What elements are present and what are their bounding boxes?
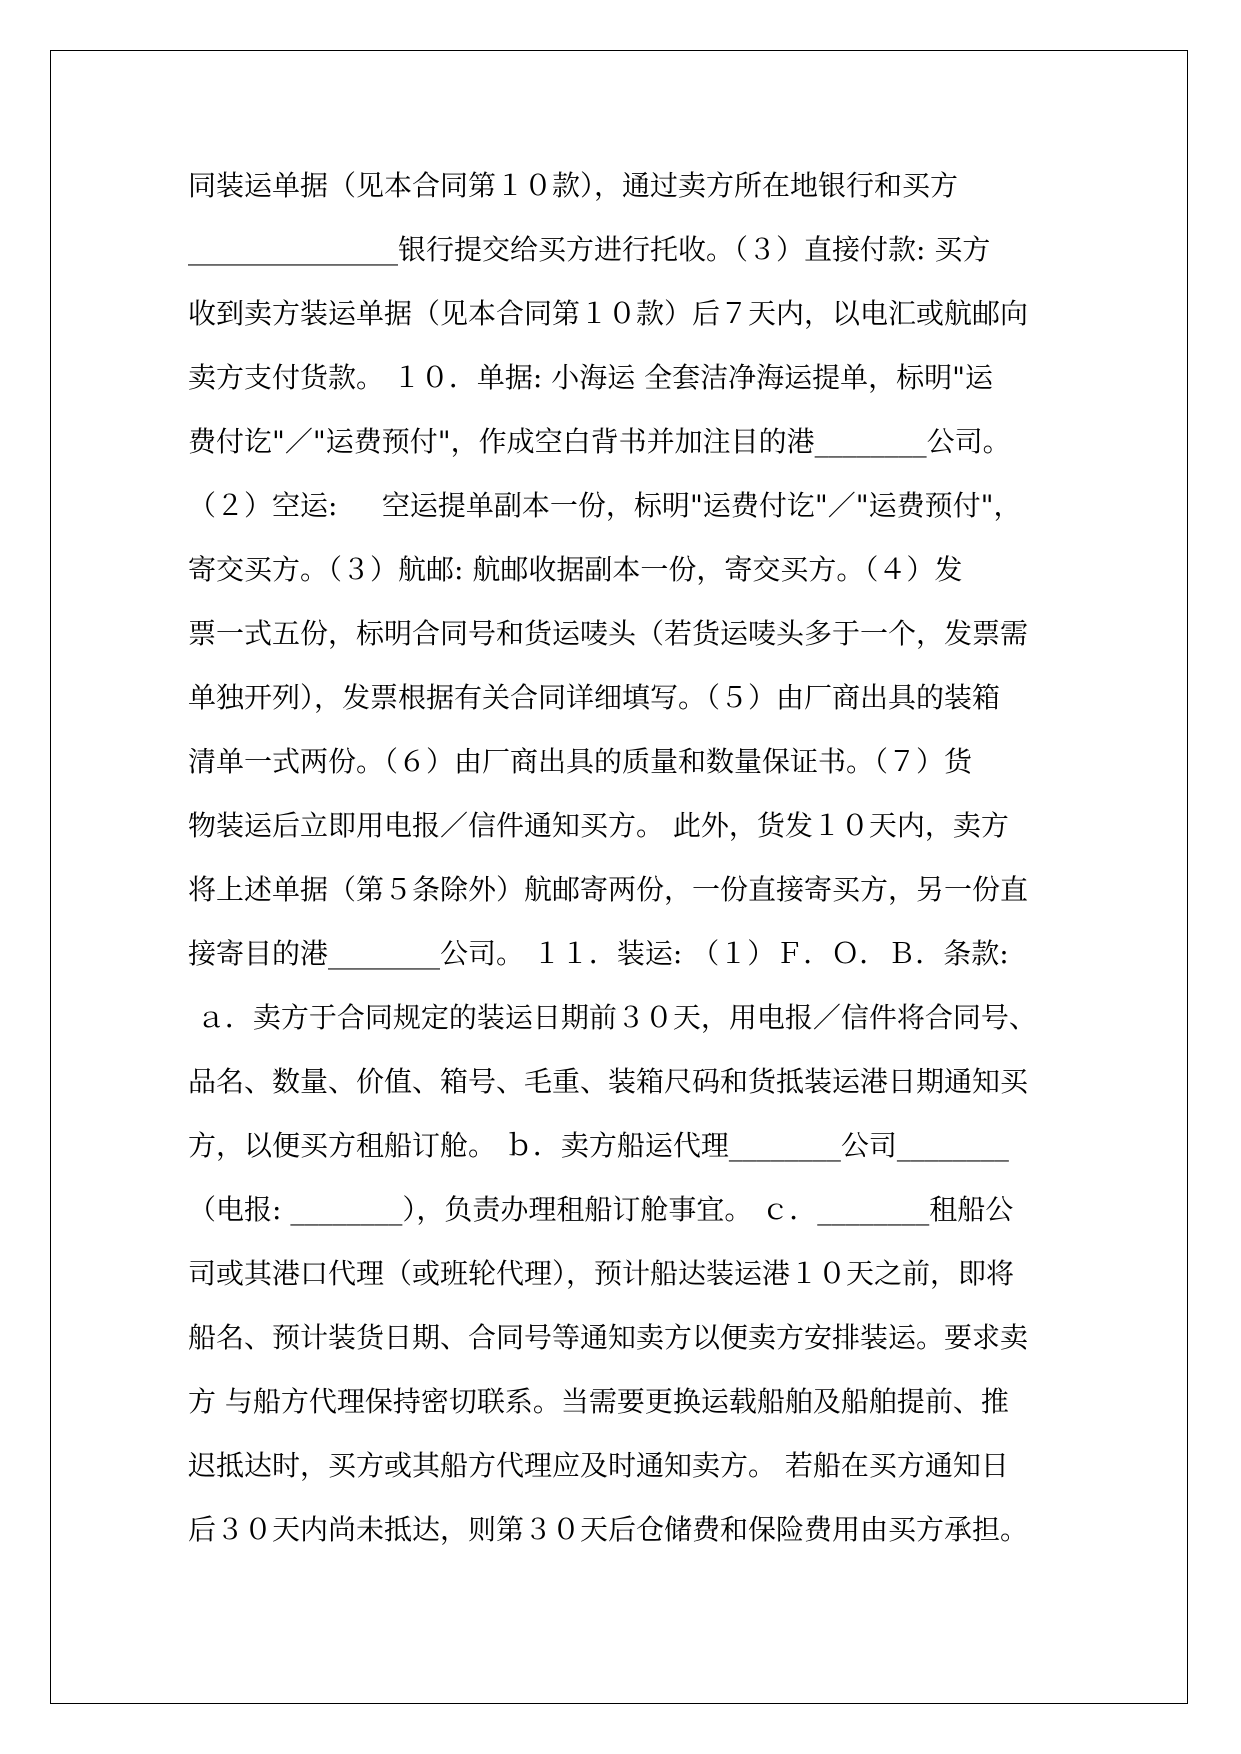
text-line: 迟抵达时，买方或其船方代理应及时通知卖方。 若船在买方通知日 <box>188 1449 1009 1482</box>
text-line: 寄交买方。（３）航邮: 航邮收据副本一份，寄交买方。（４）发 <box>188 553 963 586</box>
text-line: 方 与船方代理保持密切联系。当需要更换运载船舶及船舶提前、推 <box>188 1385 1009 1418</box>
text-line: 司或其港口代理（或班轮代理），预计船达装运港１０天之前，即将 <box>188 1257 1015 1290</box>
text-line: 票一式五份，标明合同号和货运唛头（若货运唛头多于一个，发票需 <box>188 617 1029 650</box>
text-line: 物装运后立即用电报／信件通知买方。 此外，货发１０天内，卖方 <box>188 809 1009 842</box>
text-line: （２）空运: 空运提单副本一份，标明"运费付讫"／"运费预付"， <box>188 489 1022 522</box>
text-line: 船名、预计装货日期、合同号等通知卖方以便卖方安排装运。要求卖 <box>188 1321 1029 1354</box>
text-line: 品名、数量、价值、箱号、毛重、装箱尺码和货抵装运港日期通知买 <box>188 1065 1029 1098</box>
text-line: 费付讫"／"运费预付"，作成空白背书并加注目的港________公司。 <box>188 425 1011 458</box>
text-line: 方，以便买方租船订舱。 ｂ．卖方船运代理________公司________ <box>188 1129 1009 1162</box>
text-line: 接寄目的港________公司。 １１．装运: （１）Ｆ．Ｏ．Ｂ．条款: <box>188 937 1009 970</box>
text-line: ａ．卖方于合同规定的装运日期前３０天，用电报／信件将合同号、 <box>188 1001 1037 1034</box>
text-line: 清单一式两份。（６）由厂商出具的质量和数量保证书。（７）货 <box>188 745 973 778</box>
text-line: （电报: ________），负责办理租船订舱事宜。 ｃ．________租船公 <box>188 1193 1014 1226</box>
text-line: 卖方支付货款。 １０．单据: 小海运 全套洁净海运提单，标明"运 <box>188 361 994 394</box>
text-line: 将上述单据（第５条除外）航邮寄两份，一份直接寄买方，另一份直 <box>188 873 1029 906</box>
contract-body-text <box>188 154 1068 1562</box>
text-line: 收到卖方装运单据（见本合同第１０款）后７天内，以电汇或航邮向 <box>188 297 1029 330</box>
text-line: 单独开列），发票根据有关合同详细填写。（５）由厂商出具的装箱 <box>188 681 1001 714</box>
text-line: 后３０天内尚未抵达，则第３０天后仓储费和保险费用由买方承担。 <box>188 1513 1029 1546</box>
text-line: _______________银行提交给买方进行托收。（３）直接付款: 买方 <box>188 233 991 266</box>
text-line: 同装运单据（见本合同第１０款），通过卖方所在地银行和买方 <box>188 169 959 202</box>
